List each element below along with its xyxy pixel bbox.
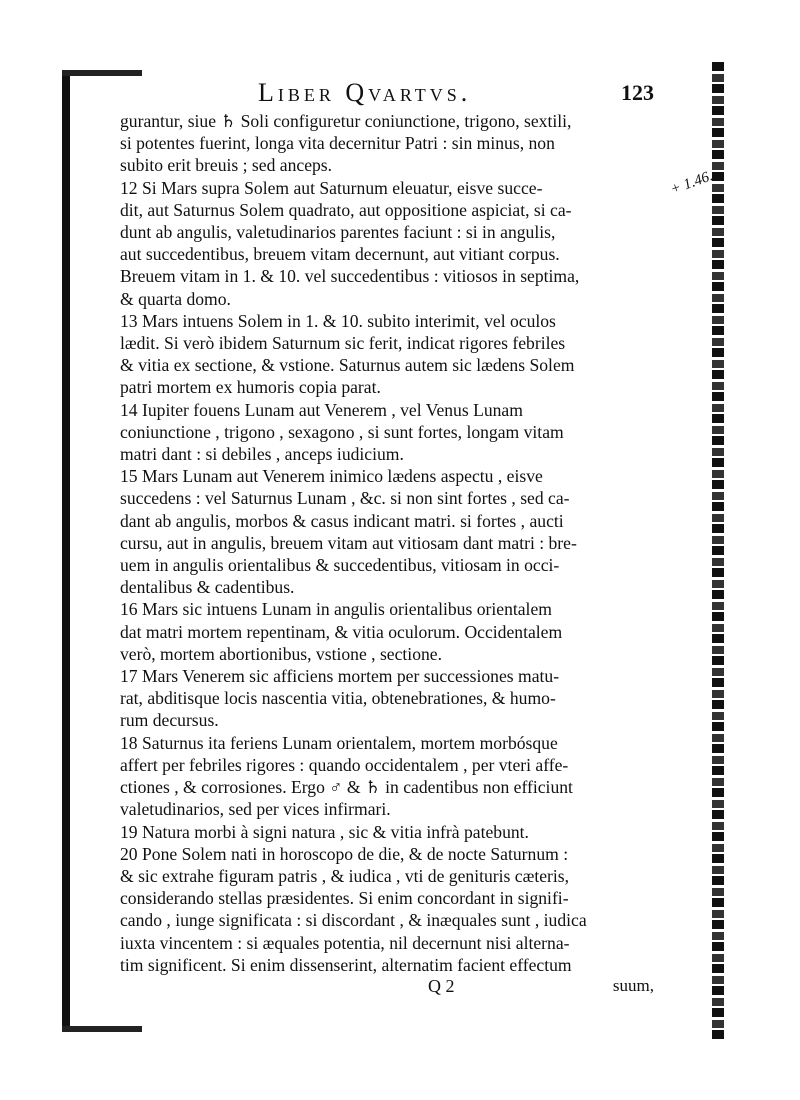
- body-text: [120, 110, 660, 976]
- text-line: gurantur, siue ♄ Soli configuretur coniunctione, trigono, sextili,: [120, 111, 572, 131]
- text-line: lædit. Si verò ibidem Saturnum sic ferit, indicat rigores febriles: [120, 333, 566, 354]
- text-line: uem in angulis orientalibus & succedentibus, vitiosam in occi-: [120, 555, 560, 576]
- text-line: & vitia ex sectione, & vstione. Saturnus autem sic lædens Solem: [120, 355, 575, 376]
- text-line: cando , iunge significata : si discordant , & inæquales sunt , iudica: [120, 910, 587, 931]
- text-line: ctiones , & corrosiones. Ergo ♂ & ♄ in cadentibus non efficiunt: [120, 777, 573, 798]
- text-line: Breuem vitam in 1. & 10. vel succedentibus : vitiosos in septima,: [120, 266, 580, 287]
- text-line: dat matri mortem repentinam, & vitia oculorum. Occidentalem: [120, 621, 563, 642]
- text-line: 12 Si Mars supra Solem aut Saturnum eleuatur, eisve succe-: [120, 177, 543, 198]
- text-line: patri mortem ex humoris copia parat.: [120, 377, 381, 398]
- page-header: [120, 78, 660, 108]
- text-line: considerando stellas præsidentes. Si enim concordant in signifi-: [120, 888, 569, 909]
- text-line: verò, mortem abortionibus, vstione , sectione.: [120, 643, 442, 664]
- text-line: affert per febriles rigores : quando occidentalem , per vteri affe-: [120, 754, 569, 775]
- text-line: coniunctione , trigono , sexagono , si sunt fortes, longam vitam: [120, 421, 564, 442]
- text-line: 16 Mars sic intuens Lunam in angulis orientalibus orientalem: [120, 599, 552, 620]
- text-line: & quarta domo.: [120, 288, 231, 309]
- marginal-annotation: + 1.46.: [668, 168, 716, 199]
- text-line: iuxta vincentem : si æquales potentia, nil decernunt nisi alterna-: [120, 932, 570, 953]
- text-line: dentalibus & cadentibus.: [120, 577, 295, 598]
- text-line: cursu, aut in angulis, breuem vitam aut vitiosam dant matri : bre-: [120, 532, 577, 553]
- scan-edge-left: [62, 72, 70, 1032]
- text-line: tim significent. Si enim dissenserint, alternatim facient effectum: [120, 954, 572, 975]
- text-line: 20 Pone Solem nati in horoscopo de die, & de nocte Saturnum :: [120, 843, 569, 864]
- text-line: valetudinarios, sed per vices infirmari.: [120, 799, 391, 820]
- text-line: matri dant : si debiles , anceps iudicium.: [120, 444, 404, 465]
- scan-edge-top: [62, 70, 142, 76]
- text-line: 19 Natura morbi à signi natura , sic & vitia infrà patebunt.: [120, 821, 529, 842]
- scan-edge-right: [712, 62, 724, 1042]
- text-line: 15 Mars Lunam aut Venerem inimico lædens aspectu , eisve: [120, 466, 543, 487]
- text-line: dit, aut Saturnus Solem quadrato, aut oppositione aspiciat, si ca-: [120, 199, 572, 220]
- text-line: subito erit breuis ; sed anceps.: [120, 155, 333, 176]
- page-footer: [120, 976, 660, 1000]
- running-head: Liber Qvartvs.: [258, 78, 472, 107]
- text-line: 17 Mars Venerem sic afficiens mortem per successiones matu-: [120, 666, 560, 687]
- text-line: rum decursus.: [120, 710, 219, 731]
- page-number: 123: [621, 80, 654, 105]
- text-line: succedens : vel Saturnus Lunam , &c. si non sint fortes , sed ca-: [120, 488, 570, 509]
- scan-edge-bottom: [62, 1026, 142, 1032]
- text-line: 13 Mars intuens Solem in 1. & 10. subito interimit, vel oculos: [120, 310, 556, 331]
- text-line: aut succedentibus, breuem vitam decernunt, aut vitiant corpus.: [120, 244, 560, 265]
- text-line: si potentes fuerint, longa vita decernitur Patri : sin minus, non: [120, 133, 555, 154]
- catchword: suum,: [612, 976, 654, 995]
- text-line: & sic extrahe figuram patris , & iudica , vti de genituris cæteris,: [120, 865, 570, 886]
- text-line: 14 Iupiter fouens Lunam aut Venerem , vel Venus Lunam: [120, 399, 523, 420]
- text-line: 18 Saturnus ita feriens Lunam orientalem, mortem morbósque: [120, 732, 558, 753]
- text-line: dant ab angulis, morbos & casus indicant matri. si fortes , aucti: [120, 510, 564, 531]
- signature-mark: Q 2: [428, 976, 455, 996]
- text-line: rat, abditisque locis nascentia vitia, obtenebrationes, & humo-: [120, 688, 556, 709]
- text-line: dunt ab angulis, valetudinarios parentes faciunt : si in angulis,: [120, 222, 556, 243]
